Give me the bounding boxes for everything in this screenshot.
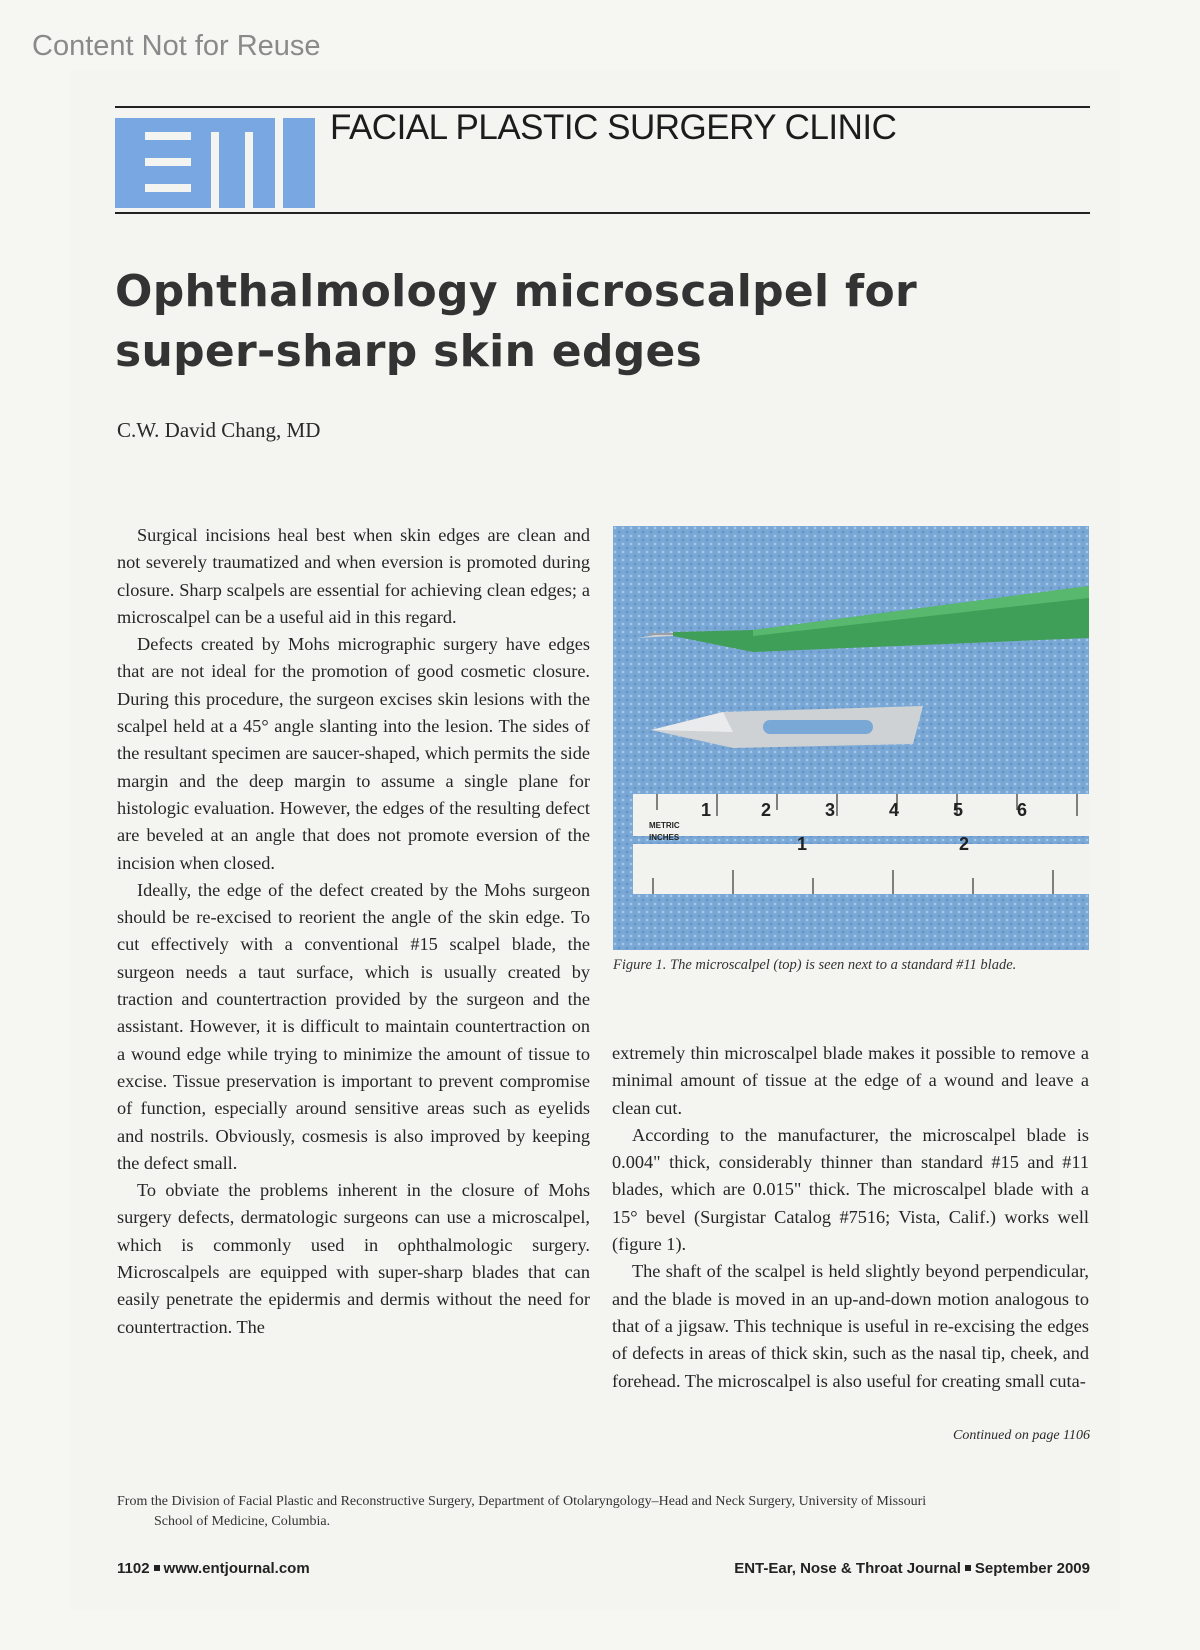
title-line-2: super-sharp skin edges bbox=[115, 326, 703, 377]
journal-website: www.entjournal.com bbox=[163, 1560, 310, 1577]
section-label: FACIAL PLASTIC SURGERY CLINIC bbox=[330, 108, 897, 147]
inch-tick-1: 1 bbox=[797, 834, 808, 854]
footer-left bbox=[117, 1560, 310, 1577]
paragraph: Ideally, the edge of the defect created by the Mohs surgeon should be re-excised to reorient the angle of the skin edge. To cut effectively with a conventional #15 scalpel blade, the surgeon needs a taut surface, which is usually created by traction and countertraction provided by the surgeon and the assistant. However, it is difficult to maintain countertraction on a wound edge while trying to minimize the amount of tissue to excise. Tissue preservation is important to prevent compromise of function, especially around sensitive areas such as eyelids and nostrils. Obviously, cosmesis is also improved by keeping the defect small. bbox=[117, 879, 590, 1173]
paragraph: The shaft of the scalpel is held slightly beyond perpendicular, and the blade is moved in an up-and-down motion analogous to that of a jigsaw. This technique is useful in re-excising the edges of defects in areas of thick skin, such as the nasal tip, cheek, and forehead. The microscalpel is also useful for creating small cuta- bbox=[612, 1261, 1089, 1391]
metric-tick-6: 6 bbox=[1017, 800, 1028, 820]
title-line-1: Ophthalmology microscalpel for bbox=[115, 266, 918, 317]
right-column bbox=[612, 1040, 1089, 1395]
issue-date: September 2009 bbox=[974, 1560, 1090, 1577]
article-title bbox=[115, 262, 1015, 382]
paragraph: Surgical incisions heal best when skin edges are clean and not severely traumatized and when eversion is promoted during closure. Sharp scalpels are essential for achieving clean edges; a microscalpel can be a useful aid in this regard. bbox=[117, 525, 590, 627]
inch-tick-2: 2 bbox=[959, 834, 970, 854]
footer-right bbox=[734, 1560, 1090, 1577]
paragraph: Defects created by Mohs micrographic surgery have edges that are not ideal for the promotion of good cosmetic closure. During this procedure, the surgeon excises skin lesions with the scalpel held at a 45° angle slanting into the lesion. The sides of the resultant specimen are saucer-shaped, which permits the side margin and the deep margin to assume a single plane for histologic evaluation. However, the edges of the resulting defect are beveled at an angle that does not promote eversion of the incision when closed. bbox=[117, 634, 590, 873]
metric-tick-4: 4 bbox=[889, 800, 900, 820]
scalpel-illustration bbox=[613, 526, 1089, 950]
separator-square-icon bbox=[154, 1565, 160, 1571]
journal-name: ENT-Ear, Nose & Throat Journal bbox=[734, 1560, 961, 1577]
metric-tick-1: 1 bbox=[701, 800, 712, 820]
affiliation-footnote bbox=[117, 1492, 1089, 1532]
figure-1-photo bbox=[613, 526, 1089, 950]
paragraph: According to the manufacturer, the microscalpel blade is 0.004" thick, considerably thinner than standard #15 and #11 blades, which are 0.015" thick. The microscalpel blade with a 15° bevel (Surgistar Catalog #7516; Vista, Calif.) works well (figure 1). bbox=[612, 1124, 1089, 1255]
continued-note: Continued on page 1106 bbox=[952, 1428, 1090, 1443]
inches-label: INCHES bbox=[649, 833, 680, 842]
ent-logo bbox=[115, 118, 315, 208]
metric-tick-5: 5 bbox=[953, 800, 964, 820]
author-byline: C.W. David Chang, MD bbox=[117, 418, 321, 442]
metric-tick-2: 2 bbox=[761, 800, 772, 820]
page-number: 1102 bbox=[117, 1560, 150, 1577]
left-column bbox=[117, 522, 590, 1341]
figure-caption: Figure 1. The microscalpel (top) is seen next to a standard #11 blade. bbox=[613, 957, 1017, 973]
paragraph: extremely thin microscalpel blade makes it possible to remove a minimal amount of tissue at the edge of a wound and leave a clean cut. bbox=[612, 1043, 1089, 1118]
header-bottom-rule bbox=[115, 212, 1090, 214]
metric-tick-3: 3 bbox=[825, 800, 836, 820]
separator-square-icon bbox=[965, 1565, 971, 1571]
footnote-line-2: School of Medicine, Columbia. bbox=[154, 1514, 331, 1529]
paragraph: To obviate the problems inherent in the closure of Mohs surgery defects, dermatologic surgeons can use a microscalpel, which is commonly used in ophthalmologic surgery. Microscalpels are equipped with super-sharp blades that can easily penetrate the epidermis and dermis without the need for countertraction. The bbox=[117, 1180, 590, 1337]
footnote-line-1: From the Division of Facial Plastic and Reconstructive Surgery, Department of Otolaryngology–Head and Neck Surgery, University of Missouri bbox=[117, 1494, 927, 1509]
watermark: Content Not for Reuse bbox=[32, 30, 321, 62]
metric-label: METRIC bbox=[649, 821, 680, 830]
